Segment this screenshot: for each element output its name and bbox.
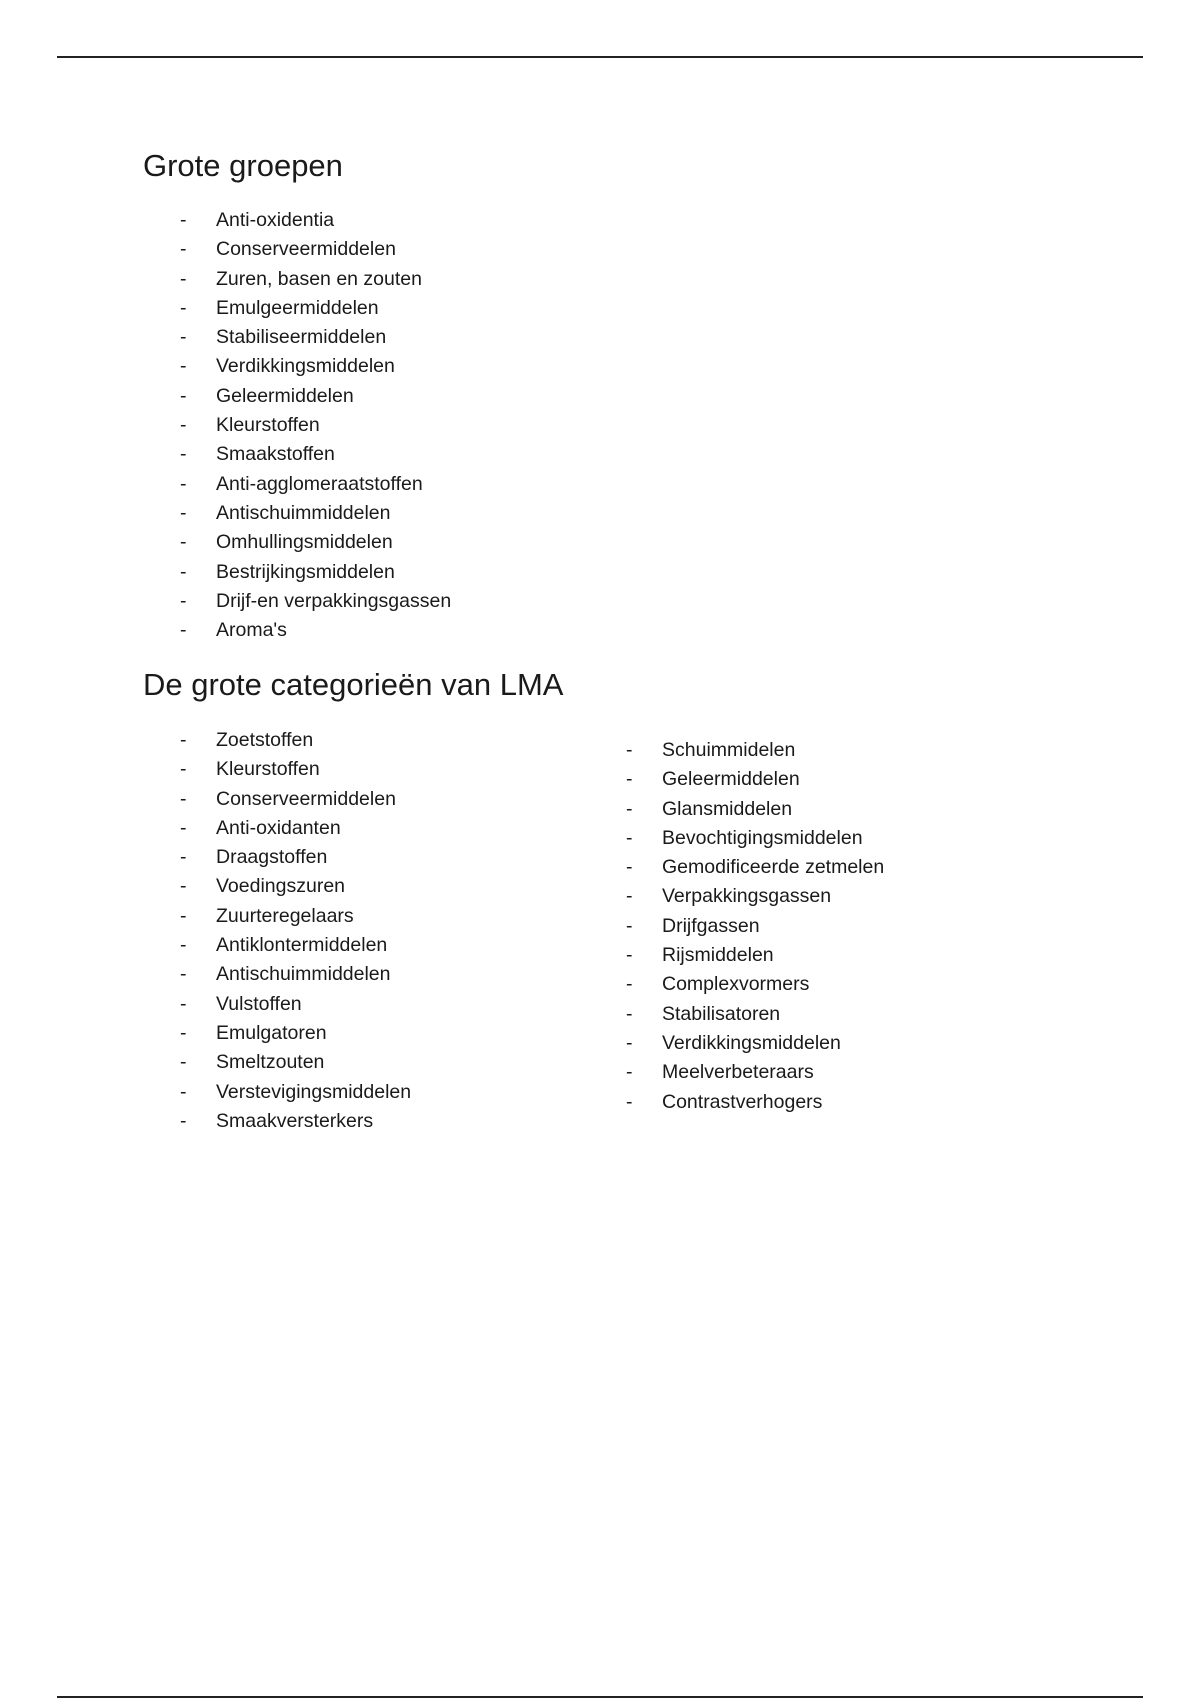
dash-bullet: - bbox=[626, 973, 633, 996]
dash-bullet: - bbox=[180, 238, 187, 261]
list-item-label: Antischuimmiddelen bbox=[216, 963, 391, 986]
list-item-label: Smaakversterkers bbox=[216, 1109, 374, 1132]
list-item-label: Antischuimmiddelen bbox=[216, 501, 391, 524]
dash-bullet: - bbox=[180, 846, 187, 869]
list-item-label: Rijsmiddelen bbox=[662, 944, 774, 967]
dash-bullet: - bbox=[180, 1080, 187, 1103]
list-item-label: Complexvormers bbox=[662, 973, 810, 996]
list-item-label: Verpakkingsgassen bbox=[662, 885, 832, 908]
list-item-label: Anti-oxidentia bbox=[216, 209, 335, 231]
list-item-label: Glansmiddelen bbox=[662, 797, 793, 820]
dash-bullet: - bbox=[626, 797, 633, 820]
list-item-label: Zoetstoffen bbox=[216, 729, 314, 751]
dash-bullet: - bbox=[180, 589, 187, 612]
list-item-label: Antiklontermiddelen bbox=[216, 934, 388, 957]
dash-bullet: - bbox=[180, 267, 187, 290]
list-item-label: Verdikkingsmiddelen bbox=[662, 1031, 841, 1054]
dash-bullet: - bbox=[180, 875, 187, 898]
dash-bullet: - bbox=[180, 816, 187, 839]
list-item-label: Schuimmidelen bbox=[662, 739, 796, 761]
dash-bullet: - bbox=[626, 914, 633, 937]
dash-bullet: - bbox=[180, 384, 187, 407]
dash-bullet: - bbox=[180, 472, 187, 495]
list-item-label: Gemodificeerde zetmelen bbox=[662, 856, 885, 879]
dash-bullet: - bbox=[180, 758, 187, 781]
list-item-label: Meelverbeteraars bbox=[662, 1061, 814, 1084]
dash-bullet: - bbox=[180, 296, 187, 319]
list-item-label: Verdikkingsmiddelen bbox=[216, 355, 395, 378]
list-item-label: Smeltzouten bbox=[216, 1051, 325, 1074]
dash-bullet: - bbox=[626, 856, 633, 879]
dash-bullet: - bbox=[626, 739, 633, 761]
list-item-label: Draagstoffen bbox=[216, 846, 328, 869]
dash-bullet: - bbox=[180, 501, 187, 524]
dash-bullet: - bbox=[180, 1109, 187, 1132]
list-item-label: Aroma's bbox=[216, 619, 287, 642]
bottom-rule bbox=[57, 1696, 1143, 1698]
list-item-label: Emulgeermiddelen bbox=[216, 296, 379, 319]
list-item-label: Stabiliseermiddelen bbox=[216, 326, 387, 349]
dash-bullet: - bbox=[180, 1021, 187, 1044]
dash-bullet: - bbox=[180, 209, 187, 231]
list-item-label: Drijf-en verpakkingsgassen bbox=[216, 589, 452, 612]
heading-grote-groepen: Grote groepen bbox=[143, 148, 343, 183]
heading-grote-categorieen: De grote categorieën van LMA bbox=[143, 667, 564, 702]
dash-bullet: - bbox=[180, 787, 187, 810]
dash-bullet: - bbox=[180, 729, 187, 751]
dash-bullet: - bbox=[180, 326, 187, 349]
list-item-label: Contrastverhogers bbox=[662, 1090, 823, 1113]
list-item-label: Geleermiddelen bbox=[216, 384, 354, 407]
dash-bullet: - bbox=[180, 619, 187, 642]
dash-bullet: - bbox=[180, 934, 187, 957]
dash-bullet: - bbox=[626, 1090, 633, 1113]
list-item-label: Emulgatoren bbox=[216, 1021, 327, 1044]
list-item-label: Kleurstoffen bbox=[216, 414, 320, 437]
dash-bullet: - bbox=[626, 1031, 633, 1054]
dash-bullet: - bbox=[626, 885, 633, 908]
top-rule bbox=[57, 56, 1143, 58]
dash-bullet: - bbox=[180, 560, 187, 583]
dash-bullet: - bbox=[626, 826, 633, 849]
list-item-label: Omhullingsmiddelen bbox=[216, 531, 393, 554]
dash-bullet: - bbox=[180, 904, 187, 927]
list-item-label: Bestrijkingsmiddelen bbox=[216, 560, 395, 583]
list-item-label: Zuren, basen en zouten bbox=[216, 267, 422, 290]
list-item-label: Anti-oxidanten bbox=[216, 816, 341, 839]
list-item-label: Smaakstoffen bbox=[216, 443, 335, 466]
list-item-label: Verstevigingsmiddelen bbox=[216, 1080, 412, 1103]
dash-bullet: - bbox=[626, 768, 633, 791]
dash-bullet: - bbox=[180, 1051, 187, 1074]
list-item-label: Stabilisatoren bbox=[662, 1002, 781, 1025]
list-item-label: Bevochtigingsmiddelen bbox=[662, 826, 863, 849]
dash-bullet: - bbox=[626, 1002, 633, 1025]
dash-bullet: - bbox=[180, 414, 187, 437]
list-item-label: Vulstoffen bbox=[216, 992, 302, 1015]
list-item-label: Anti-agglomeraatstoffen bbox=[216, 472, 423, 495]
dash-bullet: - bbox=[180, 531, 187, 554]
dash-bullet: - bbox=[626, 1061, 633, 1084]
list-item-label: Kleurstoffen bbox=[216, 758, 320, 781]
list-item-label: Conserveermiddelen bbox=[216, 787, 396, 810]
dash-bullet: - bbox=[180, 963, 187, 986]
dash-bullet: - bbox=[180, 443, 187, 466]
dash-bullet: - bbox=[626, 944, 633, 967]
list-item-label: Voedingszuren bbox=[216, 875, 346, 898]
list-item-label: Drijfgassen bbox=[662, 914, 760, 937]
list-item-label: Zuurteregelaars bbox=[216, 904, 354, 927]
list-item-label: Conserveermiddelen bbox=[216, 238, 396, 261]
dash-bullet: - bbox=[180, 355, 187, 378]
list-item-label: Geleermiddelen bbox=[662, 768, 800, 791]
dash-bullet: - bbox=[180, 992, 187, 1015]
